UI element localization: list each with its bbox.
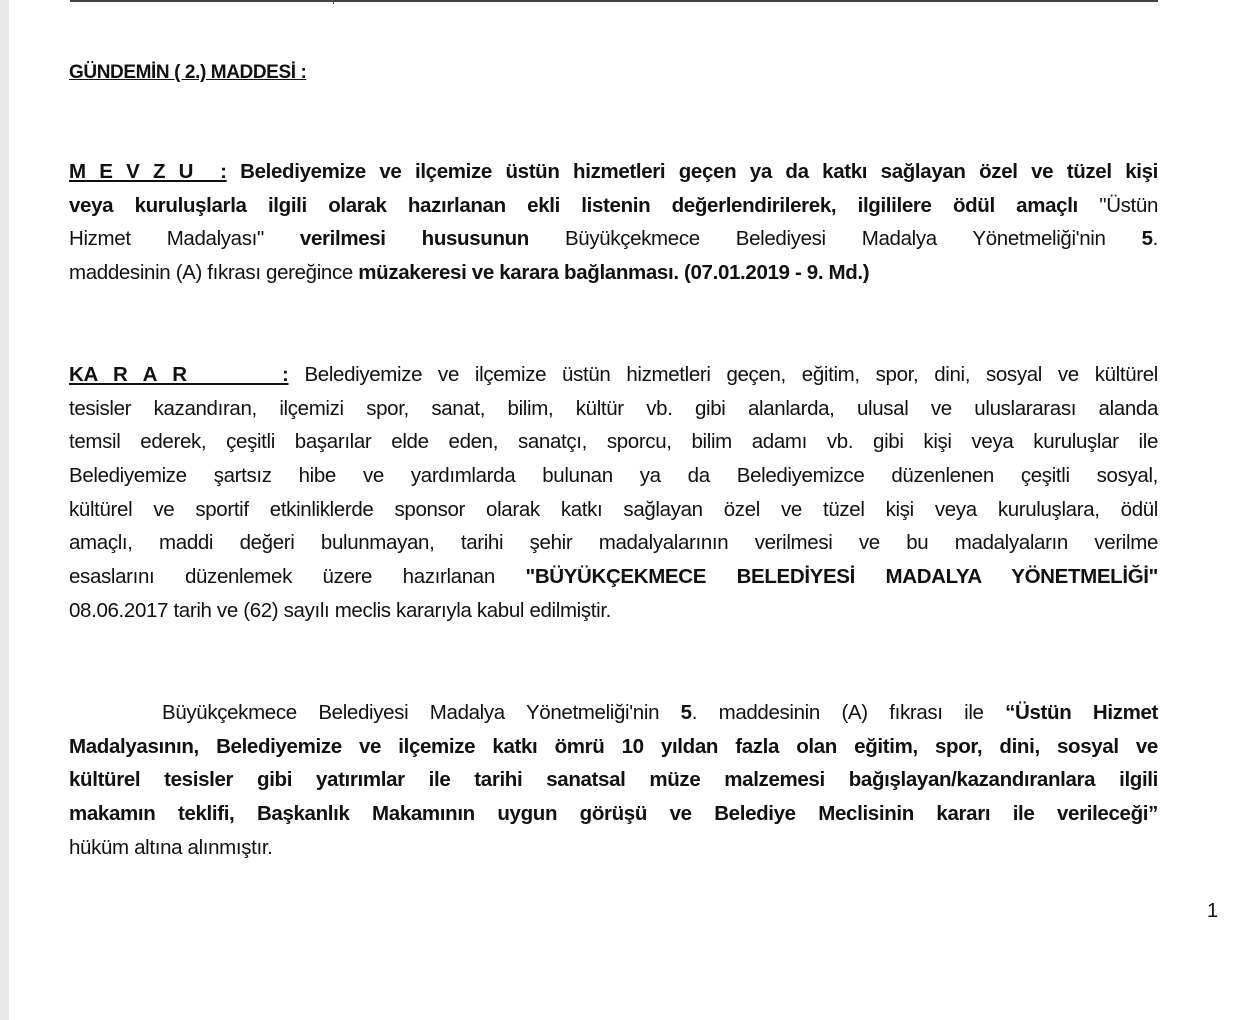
text-segment: Büyükçekmece Belediyesi Madalya Yönetmeliği'nin: [162, 701, 681, 724]
text-segment: esaslarını düzenlemek üzere hazırlanan: [69, 565, 526, 589]
text-segment: Madalyasının, Belediyemize ve ilçemize katkı ömrü 10 yıldan fazla olan eğitim, spor, dini, sosyal ve: [69, 734, 1158, 758]
text-segment: kültürel tesisler gibi yatırımlar ile tarihi sanatsal müze malzemesi bağışlayan/kazandıranlara ilgili: [69, 768, 1158, 792]
text-segment: 08.06.2017 tarih ve (62) sayılı meclis kararıyla kabul edilmiştir.: [69, 598, 612, 622]
text-segment: Hizmet Madalyası": [69, 227, 300, 251]
text-segment: Belediyemize şartsız hibe ve yardımlarda bulunan ya da Belediyemizce düzenlenen çeşitli sosyal,: [69, 464, 1158, 488]
text-line: [69, 696, 1158, 730]
text-segment: "BÜYÜKÇEKMECE BELEDİYESİ MADALYA YÖNETMELİĞİ": [525, 565, 1159, 589]
text-segment: kültürel ve sportif etkinliklerde sponsor olarak katkı sağlayan özel ve tüzel kişi veya kuruluşlara, ödül: [69, 497, 1158, 521]
text-segment: makamın teklifi, Başkanlık Makamının uygun görüşü ve Belediye Meclisinin kararı ile verileceği”: [69, 802, 1158, 826]
text-line: [69, 831, 1158, 865]
decision-paragraph: [69, 358, 1158, 628]
text-line: [69, 459, 1158, 493]
subject-paragraph: [69, 155, 1158, 290]
text-segment: maddesinin (A) fıkrası gereğince: [69, 261, 359, 285]
text-line: [69, 222, 1158, 256]
text-segment: temsil ederek, çeşitli başarılar elde eden, sanatçı, sporcu, bilim adamı vb. gibi kişi veya kuruluşlar ile: [69, 430, 1158, 454]
text-segment: Büyükçekmece Belediyesi Madalya Yönetmeliği'nin: [528, 227, 1142, 251]
text-line: [69, 256, 1158, 290]
text-segment: veya kuruluşlarla ilgili olarak hazırlanan ekli listenin değerlendirilerek, ilgililere ödül amaçlı: [69, 193, 1078, 217]
text-line: [69, 189, 1158, 223]
text-line: [69, 797, 1158, 831]
text-segment: verilmesi hususunun: [299, 227, 529, 251]
text-segment: Belediyemize ve ilçemize üstün hizmetleri geçen, eğitim, spor, dini, sosyal ve kültürel: [288, 363, 1158, 386]
agenda-heading: GÜNDEMİN ( 2.) MADDESİ :: [69, 62, 307, 83]
text-segment: tesisler kazandıran, ilçemizi spor, sanat, bilim, kültür vb. gibi alanlarda, ulusal ve uluslararası alanda: [69, 396, 1158, 420]
text-segment: .: [1152, 227, 1158, 251]
text-segment: . maddesinin (A) fıkrası ile: [691, 701, 1006, 724]
table-border-line: [70, 0, 1158, 2]
table-column-divider: [333, 0, 334, 4]
text-line: [69, 155, 1158, 189]
text-line: [69, 594, 1158, 628]
text-segment: Belediyemize ve ilçemize üstün hizmetleri geçen ya da katkı sağlayan özel ve tüzel kişi: [226, 160, 1158, 183]
text-segment: 5: [680, 701, 692, 724]
text-segment: müzakeresi ve karara bağlanması. (07.01.2019 - 9. Md.): [358, 261, 870, 285]
text-line: [69, 493, 1158, 527]
text-segment: “Üstün Hizmet: [1005, 701, 1158, 724]
text-line: [69, 730, 1158, 764]
section-label: KA R A R :: [69, 363, 289, 386]
page-number: 1: [1207, 900, 1219, 922]
text-line: [69, 560, 1158, 594]
text-line: [69, 358, 1158, 392]
text-segment: amaçlı, maddi değeri bulunmayan, tarihi şehir madalyalarının verilmesi ve bu madalyaların verilme: [69, 531, 1158, 555]
text-segment: "Üstün: [1077, 193, 1159, 217]
text-line: [69, 392, 1158, 426]
text-line: [69, 526, 1158, 560]
section-label: M E V Z U :: [69, 160, 227, 183]
regulation-paragraph: [69, 696, 1158, 864]
text-segment: hüküm altına alınmıştır.: [69, 835, 273, 859]
text-line: [69, 425, 1158, 459]
page-edge: [0, 0, 9, 1020]
text-segment: 5: [1141, 227, 1153, 251]
text-line: [69, 763, 1158, 797]
